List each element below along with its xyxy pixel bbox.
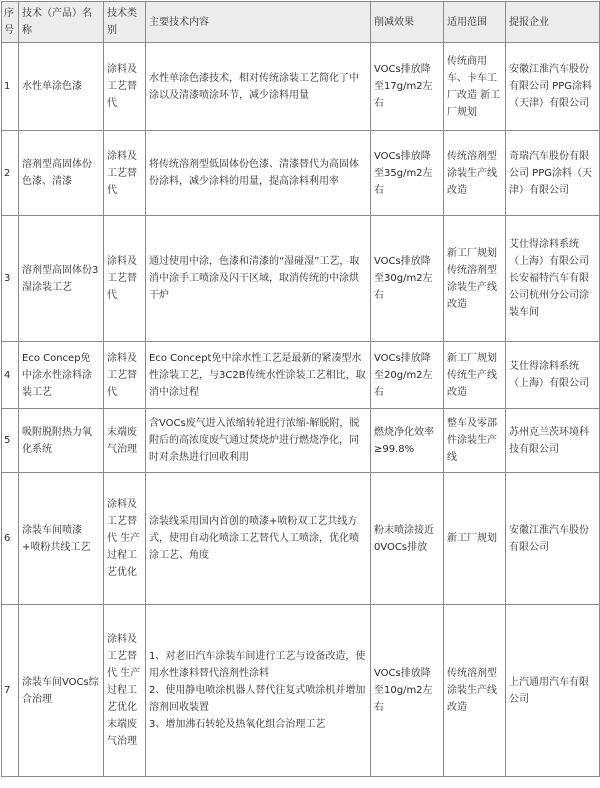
row-scope: 传统溶剂型涂装生产线改造: [444, 131, 506, 216]
row-effect: VOCs排放降至30g/m2左右: [371, 216, 444, 342]
row-effect: 燃烧净化效率≥99.8%: [371, 409, 444, 473]
table-row: [2, 409, 600, 473]
row-no: 1: [2, 43, 19, 131]
row-scope: 传统溶剂型涂装生产线改造: [444, 605, 506, 777]
header-tech-name: 技术（产品）名称: [19, 2, 104, 43]
header-category: 技术类别: [104, 2, 146, 43]
table-header-row: [2, 2, 600, 43]
row-company: 艾仕得涂料系统（上海）有限公司: [506, 342, 600, 409]
row-scope: 新工厂规划传统生产线改造: [444, 342, 506, 409]
header-scope: 适用范围: [444, 2, 506, 43]
row-content: 通过使用中涂，色漆和清漆的“湿碰湿”工艺，取消中涂手工喷涂及闪干区域，取消传统的中涂烘干炉: [146, 216, 371, 342]
row-effect: VOCs排放降至35g/m2左右: [371, 131, 444, 216]
row-tech-name: 溶剂型高固体份3湿涂装工艺: [19, 216, 104, 342]
row-content: 水性单涂色漆技术，相对传统涂装工艺简化了中涂以及清漆喷涂环节，减少涂料用量: [146, 43, 371, 131]
row-tech-name: 水性单涂色漆: [19, 43, 104, 131]
row-category: 涂料及工艺替代 生产过程工艺优化: [104, 473, 146, 605]
row-scope: 传统商用车、卡车工厂改造 新工厂规划: [444, 43, 506, 131]
row-tech-name: 吸附脱附热力氧化系统: [19, 409, 104, 473]
content-line: 1、对老旧汽车涂装车间进行工艺与设备改造，使用水性漆料替代溶剂性涂料: [149, 651, 366, 679]
row-content: 含VOCs废气进入浓缩转轮进行浓缩-解脱附，脱附后的高浓度废气通过焚烧炉进行燃烧净化，同时对余热进行回收利用: [146, 409, 371, 473]
header-no: 序号: [2, 2, 19, 43]
header-effect: 削减效果: [371, 2, 444, 43]
row-company: 苏州克兰茨环境科技有限公司: [506, 409, 600, 473]
row-company: 上汽通用汽车有限公司: [506, 605, 600, 777]
header-company: 提报企业: [506, 2, 600, 43]
table-row: [2, 605, 600, 777]
row-content: 将传统溶剂型低固体份色漆、清漆替代为高固体份涂料，减少涂料的用量，提高涂料利用率: [146, 131, 371, 216]
content-line: 3、增加沸石转轮及热氧化组合治理工艺: [149, 719, 326, 730]
row-content: 涂装线采用国内首创的喷漆+喷粉双工艺共线方式，使用自动化喷涂工艺替代人工喷涂，优化喷涂工艺、角度: [146, 473, 371, 605]
row-effect: VOCs排放降至17g/m2左右: [371, 43, 444, 131]
row-category: 涂料及工艺替代 生产过程工艺优化 末端废气治理: [104, 605, 146, 777]
table-row: [2, 216, 600, 342]
row-tech-name: 涂装车间喷漆+喷粉共线工艺: [19, 473, 104, 605]
header-content: 主要技术内容: [146, 2, 371, 43]
technology-table: [1, 1, 600, 777]
row-category: 涂料及工艺替代: [104, 131, 146, 216]
row-content: [146, 605, 371, 777]
row-no: 7: [2, 605, 19, 777]
row-scope: 新工厂规划: [444, 473, 506, 605]
table-row: [2, 473, 600, 605]
table-row: [2, 342, 600, 409]
row-category: 涂料及工艺替代: [104, 43, 146, 131]
row-no: 6: [2, 473, 19, 605]
table-row: [2, 43, 600, 131]
row-no: 4: [2, 342, 19, 409]
row-scope: 整车及零部件涂装生产线: [444, 409, 506, 473]
document-page: [0, 1, 600, 788]
row-tech-name: Eco Concep免中涂水性涂料涂装工艺: [19, 342, 104, 409]
row-effect: VOCs排放降至20g/m2左右: [371, 342, 444, 409]
row-tech-name: 涂装车间VOCs综合治理: [19, 605, 104, 777]
row-tech-name: 溶剂型高固体份色漆、清漆: [19, 131, 104, 216]
row-no: 5: [2, 409, 19, 473]
row-category: 末端废气治理: [104, 409, 146, 473]
row-no: 2: [2, 131, 19, 216]
row-category: 涂料及工艺替代: [104, 216, 146, 342]
row-effect: VOCs排放降至10g/m2左右: [371, 605, 444, 777]
row-effect: 粉末喷涂接近0VOCs排放: [371, 473, 444, 605]
row-company: 奇瑞汽车股份有限公司 PPG涂料（天津）有限公司: [506, 131, 600, 216]
row-scope: 新工厂规划传统溶剂型涂装生产线改造: [444, 216, 506, 342]
row-content: Eco Concept免中涂水性工艺是最新的紧凑型水性涂装工艺，与3C2B传统水性涂装工艺相比，取消中涂过程: [146, 342, 371, 409]
row-company: 安徽江淮汽车股份有限公司 PPG涂料（天津）有限公司: [506, 43, 600, 131]
row-company: 安徽江淮汽车股份有限公司: [506, 473, 600, 605]
row-no: 3: [2, 216, 19, 342]
row-company: 艾仕得涂料系统（上海）有限公司 长安福特汽车有限公司杭州分公司涂装车间: [506, 216, 600, 342]
content-line: 2、使用静电喷涂机器人替代往复式喷涂机并增加溶剂回收装置: [149, 685, 366, 713]
table-row: [2, 131, 600, 216]
row-category: 涂料及工艺替代: [104, 342, 146, 409]
